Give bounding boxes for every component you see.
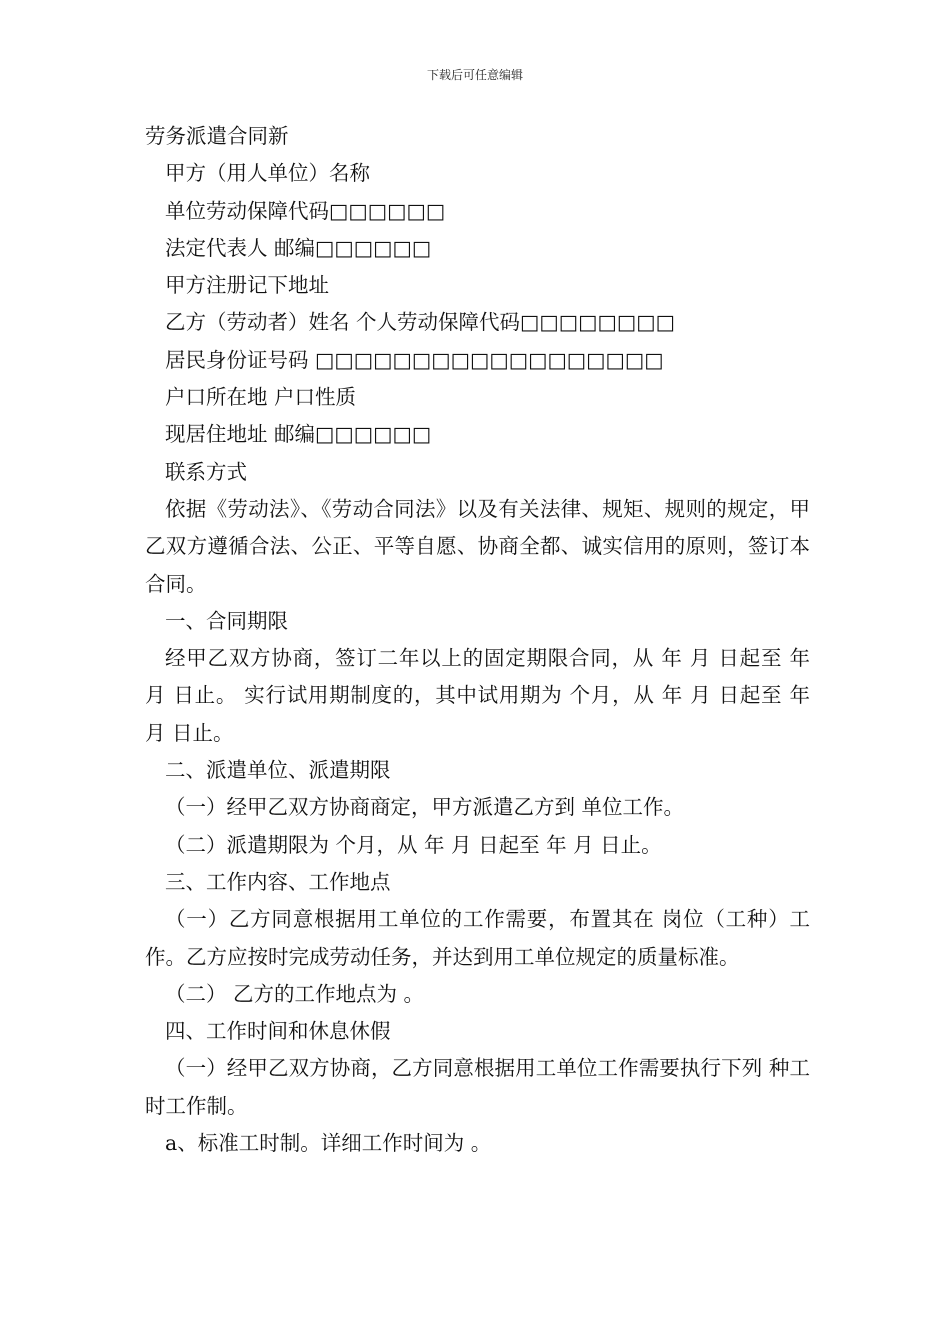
section-3-item-1: （一）乙方同意根据用工单位的工作需要，布置其在 岗位（工种）工作。乙方应按时完成劳动任务，并达到用工单位规定的质量标准。 xyxy=(145,907,810,969)
party-b-name-field: 乙方（劳动者）姓名 个人劳动保障代码□□□□□□□□ xyxy=(165,310,675,335)
document-body xyxy=(145,118,810,1162)
party-a-address-field: 甲方注册记下地址 xyxy=(165,273,329,298)
document-title: 劳务派遣合同新 xyxy=(145,124,289,148)
section-4-item-1: （一）经甲乙双方协商，乙方同意根据用工单位工作需要执行下列 种工时工作制。 xyxy=(145,1056,810,1118)
section-1-heading: 一、合同期限 xyxy=(165,608,288,633)
section-3-item-2: （二） 乙方的工作地点为 。 xyxy=(165,981,425,1006)
section-1-paragraph: 经甲乙双方协商，签订二年以上的固定期限合同，从 年 月 日起至 年 月 日止。 实行试用期制度的，其中试用期为 个月，从 年 月 日起至 年 月 日止。 xyxy=(145,646,810,745)
page-header-note: 下载后可任意编辑 xyxy=(426,68,523,82)
party-a-code-field: 单位劳动保障代码□□□□□□ xyxy=(165,198,446,223)
section-2-item-1: （一）经甲乙双方协商商定，甲方派遣乙方到 单位工作。 xyxy=(165,795,685,820)
section-4-heading: 四、工作时间和休息休假 xyxy=(165,1019,391,1044)
party-b-contact-field: 联系方式 xyxy=(165,459,247,484)
party-a-representative-field: 法定代表人 邮编□□□□□□ xyxy=(165,235,432,260)
section-2-item-2: （二）派遣期限为 个月，从 年 月 日起至 年 月 日止。 xyxy=(165,832,662,857)
party-b-id-field: 居民身份证号码 □□□□□□□□□□□□□□□□□□ xyxy=(165,347,664,372)
section-4-item-a: a、标准工时制。详细工作时间为 。 xyxy=(165,1131,492,1156)
party-b-address-field: 现居住地址 邮编□□□□□□ xyxy=(165,422,432,447)
preamble-paragraph: 依据《劳动法》、《劳动合同法》以及有关法律、规矩、规则的规定，甲乙双方遵循合法、公正、平等自愿、协商全都、诚实信用的原则，签订本合同。 xyxy=(145,496,810,596)
section-3-heading: 三、工作内容、工作地点 xyxy=(165,869,391,894)
party-b-hukou-field: 户口所在地 户口性质 xyxy=(165,385,357,410)
party-a-name-field: 甲方（用人单位）名称 xyxy=(165,161,370,186)
section-2-heading: 二、派遣单位、派遣期限 xyxy=(165,758,391,783)
